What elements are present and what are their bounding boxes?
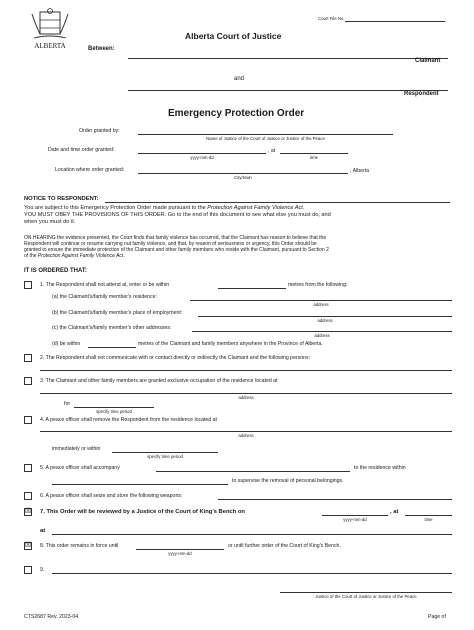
ordered-heading: IT IS ORDERED THAT:	[24, 268, 87, 274]
court-file-number-field[interactable]	[345, 21, 445, 22]
city-caption: City/town	[234, 175, 252, 180]
location-field[interactable]	[138, 173, 348, 174]
clause-1b-address-field[interactable]	[198, 316, 452, 317]
court-file-label: Court File No.	[318, 16, 345, 21]
logo-text: ALBERTA	[34, 42, 66, 50]
clause-4-address-field[interactable]	[40, 431, 452, 432]
clause-6-checkbox[interactable]	[24, 492, 32, 500]
address-caption-2: address	[317, 318, 333, 323]
hearing-line-4: of the Protection Against Family Violence Act.	[24, 253, 125, 259]
clause-7-date-field[interactable]	[322, 515, 388, 516]
granted-by-caption: Name of Justice of the Court of Justice or Justice of the Peace	[206, 136, 325, 141]
address-caption-1: address	[313, 302, 329, 307]
clause-5-period-field[interactable]	[52, 484, 228, 485]
notice-respondent-field[interactable]	[105, 202, 450, 203]
clause-3-checkbox[interactable]	[24, 377, 32, 385]
clause-7-at: , at	[390, 509, 399, 515]
clause-1-metres-field[interactable]	[218, 288, 286, 289]
page-title: Emergency Protection Order	[168, 108, 305, 119]
clause-2-checkbox[interactable]	[24, 354, 32, 362]
clause-7-location-field[interactable]	[52, 534, 452, 535]
between-label: Between:	[88, 46, 115, 52]
signature-field[interactable]	[280, 592, 452, 593]
time-caption: time	[309, 155, 319, 160]
clause-3-address-field[interactable]	[40, 393, 452, 394]
clause-1-text: 1. The Respondent shall not attend at, enter or be within	[40, 282, 170, 288]
signature-caption: Justice of the Court of Justice or Justice of the Peace	[315, 594, 417, 599]
notice-label: NOTICE TO RESPONDENT:	[24, 196, 99, 202]
clause-1d-metres-field[interactable]	[88, 347, 136, 348]
page-number: Page of	[428, 614, 446, 620]
order-granted-by-label: Order granted by:	[79, 128, 120, 134]
clause-9-text: 9.	[40, 567, 45, 573]
alberta-label: , Alberta	[350, 168, 370, 174]
clause-5-line-2: to supervise the removal of personal belongings.	[232, 478, 344, 484]
clause-8-end: or until further order of the Court of King's Bench.	[228, 543, 341, 549]
clause-7-time-caption: time	[424, 517, 433, 522]
clause-1-end: metres from the following:	[288, 282, 348, 288]
clause-8-date-field[interactable]	[136, 549, 224, 550]
period-caption-1: specify time period	[96, 409, 132, 414]
date-time-label: Date and time order granted:	[48, 147, 115, 153]
clause-7-time-field[interactable]	[405, 515, 452, 516]
form-number: CTS2687 Rev. 2023-04	[24, 614, 79, 620]
clause-1a-text: (a) the Claimant's/family member's residence:	[52, 294, 157, 300]
clause-2-text: 2. The Respondent shall not communicate with or contact directly or indirectly the Claimant and the following persons:	[40, 355, 311, 361]
claimant-name-field[interactable]	[128, 58, 448, 59]
location-label: Location where order granted:	[55, 167, 125, 173]
notice-line-2: YOU MUST OBEY THE PROVISIONS OF THIS ORDER. Go to the end of this document to see what else you must do, and	[24, 212, 331, 218]
alberta-crest-logo	[28, 8, 72, 50]
date-granted-field[interactable]	[138, 153, 266, 154]
address-caption-4: address	[238, 395, 254, 400]
time-granted-field[interactable]	[280, 153, 348, 154]
clause-6-weapons-field[interactable]	[218, 499, 452, 500]
clause-7-at-2: at	[40, 528, 46, 534]
clause-8-date-caption: yyyy-mm-dd	[168, 551, 192, 556]
clause-6-text: 6. A peace officer shall seize and store the following weapons:	[40, 493, 183, 499]
clause-4-immediately: immediately or within	[52, 446, 101, 452]
clause-7-date-caption: yyyy-mm-dd	[343, 517, 367, 522]
court-name: Alberta Court of Justice	[185, 31, 282, 41]
clause-3-text: 3. The Claimant and other family members are granted exclusive occupation of the residence located at	[40, 378, 278, 384]
hearing-line-1: ON HEARING the evidence presented, the Court finds that family violence has occurred, that the Claimant has reason to believe that the	[24, 235, 327, 241]
clause-8-text: 8. This order remains in force until	[40, 543, 119, 549]
clause-2-persons-field[interactable]	[40, 370, 452, 371]
period-caption-2: specify time period	[147, 454, 183, 459]
hearing-line-3: granted to ensure the immediate protection of the Claimant and other family members who reside with the Claimant, pursuant to Section 2	[24, 247, 329, 253]
clause-1b-text: (b) the Claimant's/family member's place of employment:	[52, 310, 183, 316]
address-caption-3: address	[314, 333, 330, 338]
clause-3-period-field[interactable]	[74, 407, 154, 408]
clause-7-checkbox-checked[interactable]: ☒	[25, 508, 32, 515]
clause-1a-address-field[interactable]	[190, 300, 452, 301]
clause-1d-end: metres of the Claimant and family members anywhere in the Province of Alberta.	[138, 341, 323, 347]
clause-1c-address-field[interactable]	[192, 331, 452, 332]
clause-8-checkbox-checked[interactable]: ☒	[25, 542, 32, 549]
clause-5-end: to the residence within	[354, 465, 406, 471]
clause-9-checkbox[interactable]	[24, 566, 32, 574]
clause-9-field[interactable]	[52, 573, 452, 574]
and-label: and	[234, 76, 245, 82]
respondent-label: Respondent	[404, 91, 439, 97]
at-label: , at	[268, 148, 276, 154]
clause-4-period-field[interactable]	[112, 452, 218, 453]
claimant-label: Claimant	[415, 58, 441, 64]
clause-3-for: for	[64, 401, 71, 407]
clause-4-checkbox[interactable]	[24, 416, 32, 424]
clause-1d-text: (d) be within	[52, 341, 81, 347]
clause-4-text: 4. A peace officer shall remove the Respondent from the residence located at	[40, 417, 217, 423]
notice-line-1: You are subject to this Emergency Protection Order made pursuant to the Protection Against Family Violence Act.	[24, 205, 305, 211]
clause-5-checkbox[interactable]	[24, 464, 32, 472]
clause-1-checkbox[interactable]	[24, 281, 32, 289]
notice-line-3: when you must do it.	[24, 219, 76, 225]
respondent-name-field[interactable]	[128, 90, 448, 91]
date-caption: yyyy-mm-dd	[190, 155, 214, 160]
clause-5-text: 5. A peace officer shall accompany	[40, 465, 120, 471]
granted-by-field[interactable]	[138, 134, 393, 135]
clause-7-text: 7. This Order will be reviewed by a Justice of the Court of King's Bench on	[40, 509, 245, 515]
address-caption-5: address	[238, 433, 254, 438]
clause-1c-text: (c) the Claimant's/family member's other addresses:	[52, 325, 172, 331]
clause-5-person-field[interactable]	[156, 471, 350, 472]
hearing-line-2: Respondent will continue or resume carrying out family violence, and that, by reason of seriousness or urgency, this Order should be	[24, 241, 317, 247]
